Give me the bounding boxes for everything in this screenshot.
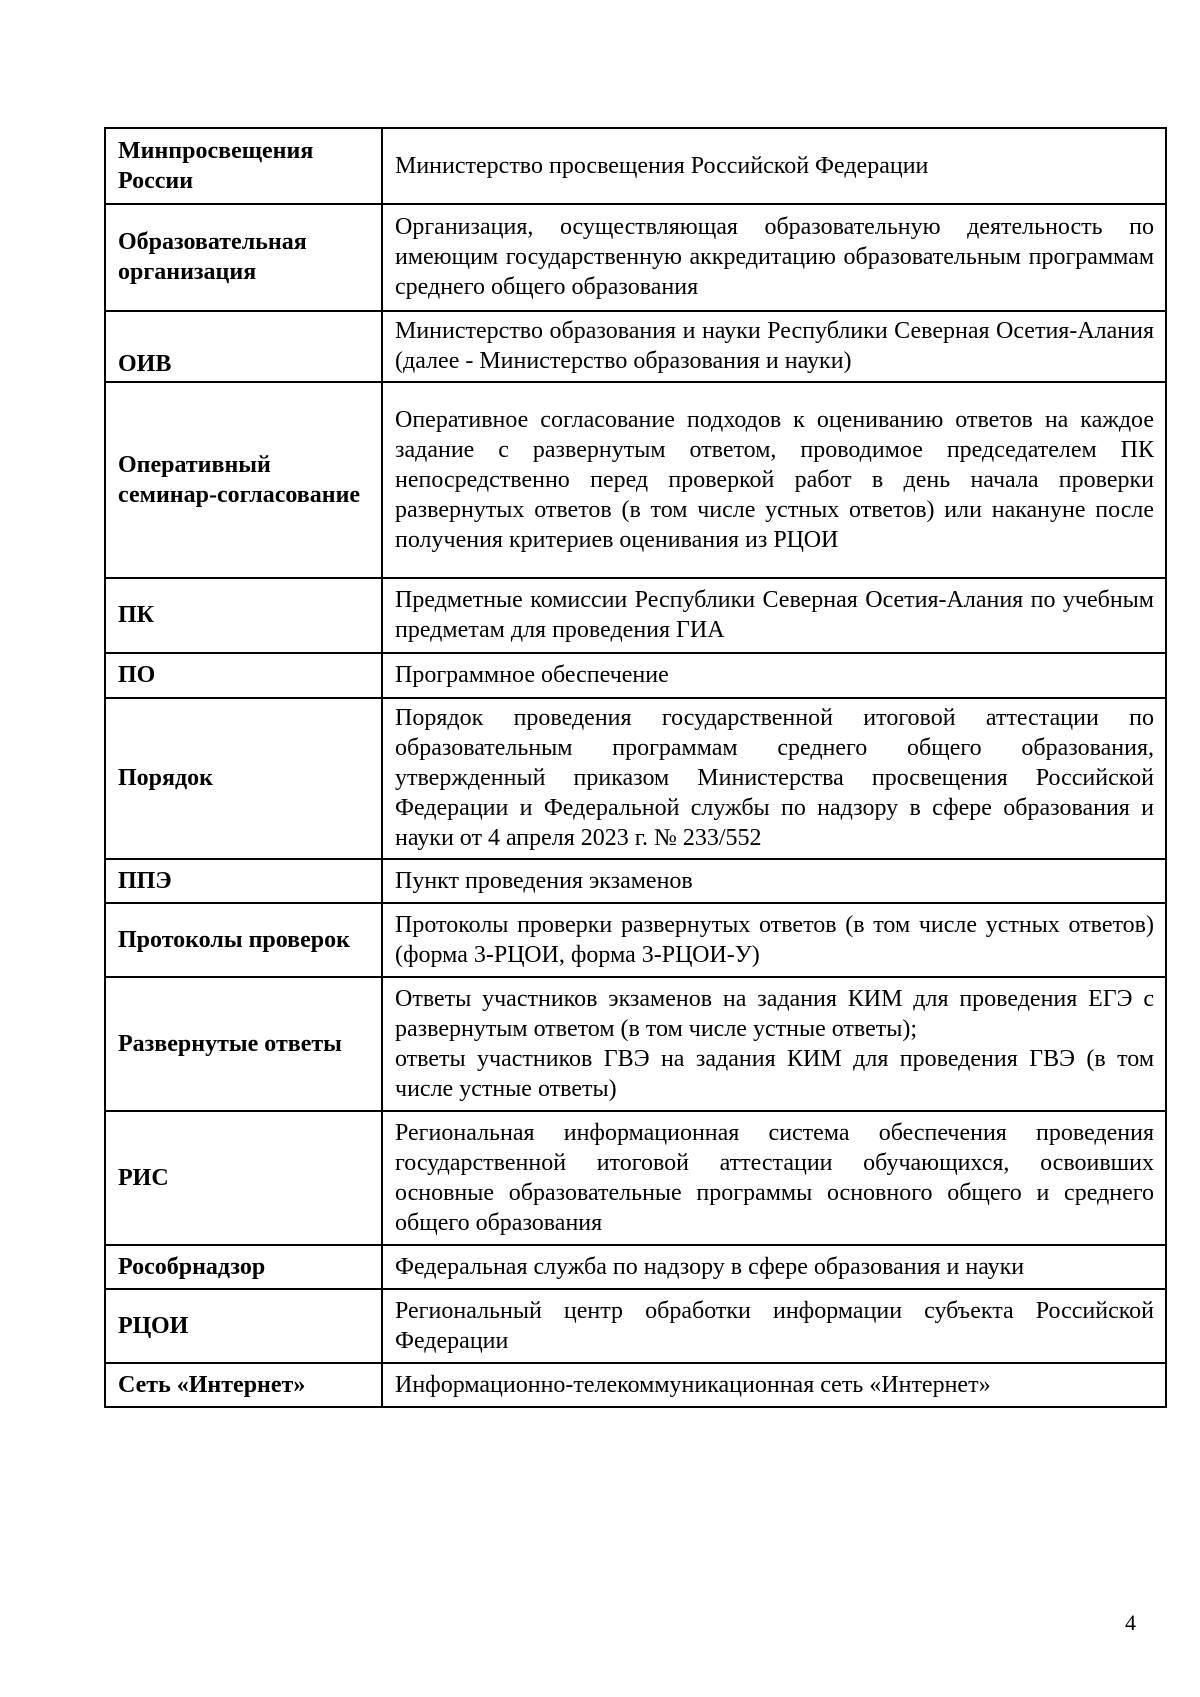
definition-cell	[382, 977, 1166, 1111]
table-row	[105, 578, 1166, 653]
definition-cell: Предметные комиссии Республики Северная Осетия-Алания по учебным предметам для проведения ГИА	[382, 578, 1166, 653]
table-row	[105, 128, 1166, 204]
term-cell: Минпросвещения России	[105, 128, 382, 204]
definition-cell: Региональная информационная система обеспечения проведения государственной итоговой аттестации обучающихся, освоивших основные образовательные программы основного общего и среднего общего образования	[382, 1111, 1166, 1245]
definition-line: ответы участников ГВЭ на задания КИМ для проведения ГВЭ (в том числе устные ответы)	[395, 1045, 1154, 1102]
table-row	[105, 1289, 1166, 1363]
definition-cell: Министерство образования и науки Республики Северная Осетия-Алания (далее - Министерство образования и науки)	[382, 311, 1166, 382]
table-row	[105, 204, 1166, 311]
definition-line: Ответы участников экзаменов на задания КИМ для проведения ЕГЭ с развернутым ответом (в том числе устные ответы);	[395, 985, 1154, 1042]
table-row	[105, 653, 1166, 698]
definition-cell: Информационно-телекоммуникационная сеть «Интернет»	[382, 1363, 1166, 1407]
term-cell: ПО	[105, 653, 382, 698]
term-cell: ППЭ	[105, 859, 382, 903]
table-row	[105, 977, 1166, 1111]
page-number: 4	[1125, 1610, 1136, 1635]
term-cell: РЦОИ	[105, 1289, 382, 1363]
definition-cell: Протоколы проверки развернутых ответов (в том числе устных ответов) (форма 3-РЦОИ, форма 3-РЦОИ-У)	[382, 903, 1166, 977]
term-cell: ОИВ	[105, 311, 382, 382]
table-row	[105, 1363, 1166, 1407]
term-cell: Образовательная организация	[105, 204, 382, 311]
term-cell: Протоколы проверок	[105, 903, 382, 977]
definition-cell: Пункт проведения экзаменов	[382, 859, 1166, 903]
term-cell: Оперативный семинар-согласование	[105, 382, 382, 578]
table-row	[105, 903, 1166, 977]
table-row	[105, 382, 1166, 578]
term-cell: Порядок	[105, 698, 382, 859]
definition-cell: Организация, осуществляющая образовательную деятельность по имеющим государственную аккредитацию образовательным программам среднего общего образования	[382, 204, 1166, 311]
term-cell: Рособрнадзор	[105, 1245, 382, 1289]
definition-cell: Министерство просвещения Российской Федерации	[382, 128, 1166, 204]
definition-cell: Федеральная служба по надзору в сфере образования и науки	[382, 1245, 1166, 1289]
term-cell: РИС	[105, 1111, 382, 1245]
definition-cell: Оперативное согласование подходов к оцениванию ответов на каждое задание с развернутым ответом, проводимое председателем ПК непосредственно перед проверкой работ в день начала проверки развернутых ответов (в том числе устных ответов) или накануне после получения критериев оценивания из РЦОИ	[382, 382, 1166, 578]
table-row	[105, 311, 1166, 382]
table-row	[105, 859, 1166, 903]
table-row	[105, 1245, 1166, 1289]
definition-cell: Порядок проведения государственной итоговой аттестации по образовательным программам среднего общего образования, утвержденный приказом Министерства просвещения Российской Федерации и Федеральной службы по надзору в сфере образования и науки от 4 апреля 2023 г. № 233/552	[382, 698, 1166, 859]
term-cell: ПК	[105, 578, 382, 653]
definition-cell: Программное обеспечение	[382, 653, 1166, 698]
table-row	[105, 698, 1166, 859]
term-cell: Сеть «Интернет»	[105, 1363, 382, 1407]
abbreviations-table	[104, 127, 1167, 1408]
table-row	[105, 1111, 1166, 1245]
definition-cell: Региональный центр обработки информации субъекта Российской Федерации	[382, 1289, 1166, 1363]
term-cell: Развернутые ответы	[105, 977, 382, 1111]
